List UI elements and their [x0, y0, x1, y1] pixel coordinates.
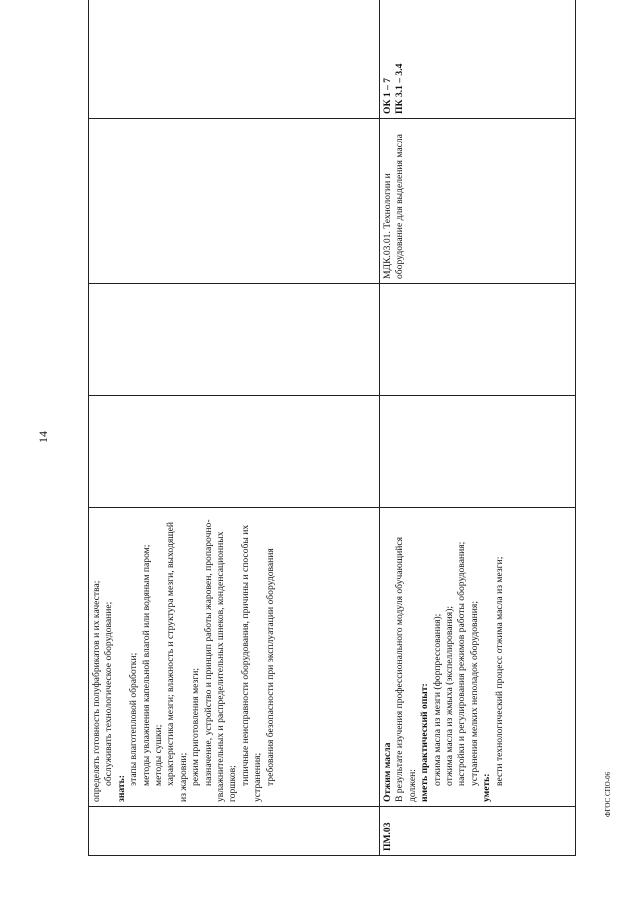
req-heading-experience: иметь практический опыт:	[419, 683, 431, 802]
footer-label: ФГОС СПО-06	[604, 771, 612, 817]
req-line: отжима масла из мезги (форпрессования);	[431, 613, 443, 786]
cell-module-code: ПМ.03	[380, 807, 576, 856]
curriculum-table	[88, 36, 576, 856]
competency-pk: ПК 3.1 – 3.4	[394, 63, 406, 114]
req-line: вести технологический процесс отжима масла из мезги;	[493, 556, 505, 786]
cell-module-requirements	[380, 508, 576, 807]
req-line: устранения мелких неполадок оборудования;	[468, 600, 480, 786]
req-line: характеристика мезги; влажность и структура мезги, выходящей из жаровни;	[165, 521, 189, 802]
cell-hours-class	[380, 284, 576, 396]
req-line: назначение, устройство и принцип работы жаровен, пропарочно-увлажнительных и распределительных шнеков, конденсационных горшков;	[202, 519, 239, 802]
cell-requirements	[89, 508, 380, 807]
cell-competencies	[380, 0, 576, 119]
req-line: определять готовность полуфабрикатов и их качества;	[91, 580, 102, 802]
req-line: методы увлажнения капельной влагой или водяным паром;	[140, 544, 152, 786]
cell-mdk-empty	[89, 119, 380, 284]
req-line: настройки и регулирования режимов работы оборудования;	[456, 541, 468, 786]
req-line: методы сушки;	[153, 724, 165, 786]
cell-code-empty	[89, 807, 380, 856]
req-line: обслуживать технологическое оборудование;	[103, 601, 115, 786]
cell-competencies-empty	[89, 0, 380, 119]
cell-hours-class	[89, 284, 380, 396]
cell-hours-max	[380, 396, 576, 508]
req-line: типичные неисправности оборудования, причины и способы их устранения;	[239, 524, 264, 802]
req-heading-skills: уметь:	[481, 773, 493, 802]
competency-ok: ОК 1 – 7	[382, 77, 393, 114]
req-heading-know: знать:	[115, 775, 127, 802]
req-line: отжима масла из жмыха (экспеллирования);	[444, 605, 456, 786]
req-line: В результате изучения профессионального модуля обучающийся должен:	[394, 536, 418, 802]
module-title: Отжим масла	[382, 742, 393, 802]
req-line: этапы влаготепловой обработки;	[128, 652, 140, 786]
table-row	[380, 0, 576, 856]
table-row	[89, 0, 380, 856]
cell-hours-max	[89, 396, 380, 508]
req-line: режим приготовления мезги;	[190, 667, 202, 786]
cell-mdk: МДК.03.01. Технологии и оборудование для выделения масла	[380, 119, 576, 284]
req-line: требования безопасности при эксплуатации оборудования	[264, 548, 276, 786]
page-number: 14	[36, 431, 50, 443]
